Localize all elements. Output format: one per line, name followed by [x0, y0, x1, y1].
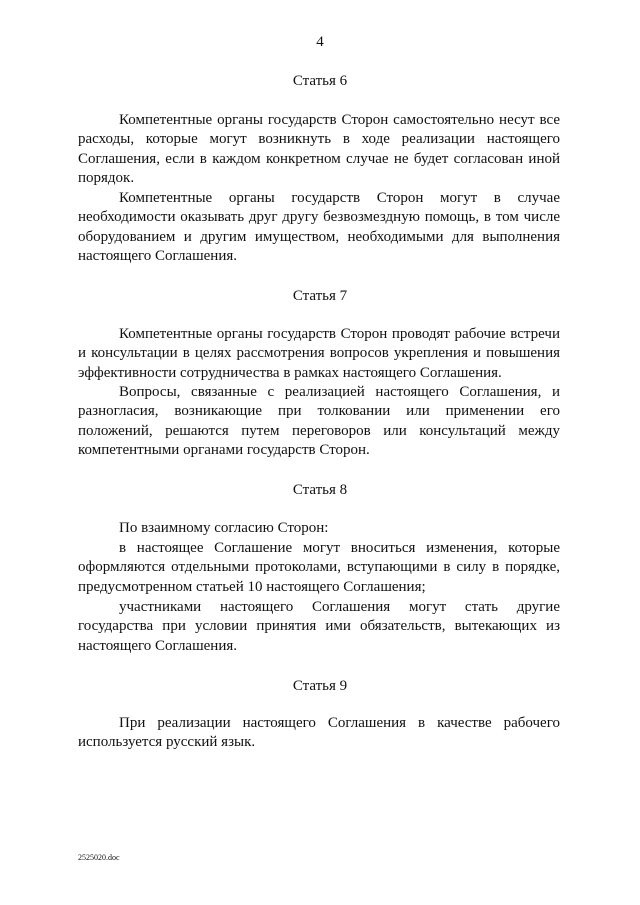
article-8-paragraph-3: участниками настоящего Соглашения могут стать другие государства при условии принятия ими обязательств, вытекающих из настоящего Соглашения.	[78, 599, 560, 654]
article-6-paragraph-2: Компетентные органы государств Сторон могут в случае необходимости оказывать друг другу безвозмездную помощь, в том числе оборудованием и другим имуществом, необходимыми для выполнения настоящего Соглашения.	[78, 190, 560, 265]
article-6-heading: Статья 6	[292, 73, 348, 89]
article-7-paragraph-1: Компетентные органы государств Сторон проводят рабочие встречи и консультации в целях рассмотрения вопросов укрепления и повышения эффективности сотрудничества в рамках настоящего Соглашения.	[78, 326, 560, 381]
article-8-paragraph-1: По взаимному согласию Сторон:	[119, 520, 329, 536]
article-7-paragraph-2: Вопросы, связанные с реализацией настоящего Соглашения, и разногласия, возникающие при толковании или применении его положений, решаются путем переговоров или консультаций между компетентными органами государств Сторон.	[78, 384, 560, 459]
article-9-heading: Статья 9	[292, 678, 348, 694]
article-7-heading: Статья 7	[292, 288, 348, 304]
article-8-heading: Статья 8	[292, 482, 348, 498]
article-9-paragraph-1: При реализации настоящего Соглашения в качестве рабочего используется русский язык.	[78, 715, 560, 751]
article-6-paragraph-1: Компетентные органы государств Сторон самостоятельно несут все расходы, которые могут возникнуть в ходе реализации настоящего Соглашения, если в каждом конкретном случае не будет согласован иной порядок.	[78, 112, 560, 187]
page-number: 4	[316, 34, 324, 50]
article-8-paragraph-2: в настоящее Соглашение могут вноситься изменения, которые оформляются отдельными протоколами, вступающими в силу в порядке, предусмотренном статьей 10 настоящего Соглашения;	[78, 540, 560, 595]
file-name-footer: 2525020.doc	[78, 853, 120, 862]
